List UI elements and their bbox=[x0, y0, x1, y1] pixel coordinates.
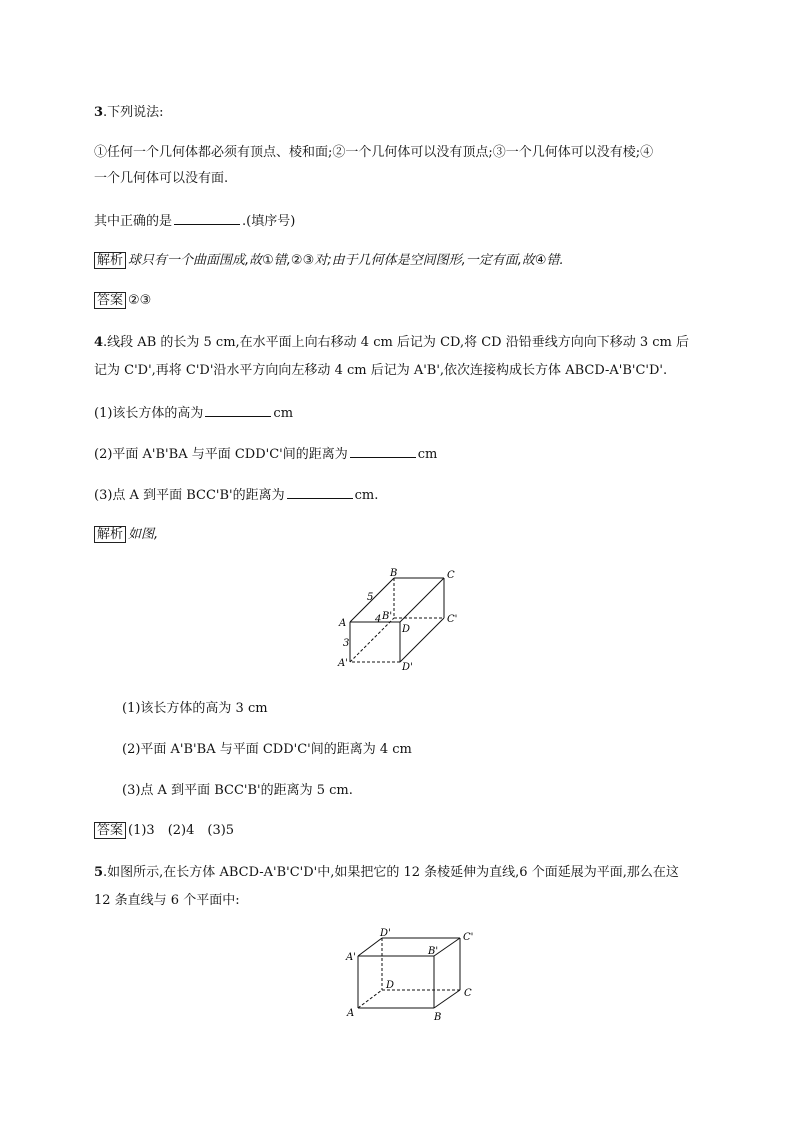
q3-analysis-tag: 解析 bbox=[94, 252, 126, 269]
edge-DC bbox=[400, 578, 444, 622]
label-D1: D' bbox=[380, 928, 391, 939]
q4-part2-after: cm bbox=[417, 447, 438, 462]
edge-A1B1-hidden bbox=[350, 618, 394, 662]
q4-cuboid-figure bbox=[330, 566, 470, 678]
label-C1: C' bbox=[447, 614, 458, 625]
label-B: B bbox=[434, 1012, 442, 1023]
q3-stem bbox=[94, 104, 164, 122]
q5-stem-line1 bbox=[94, 864, 679, 882]
label-D: D bbox=[402, 624, 411, 635]
q3-stem-text: .下列说法: bbox=[103, 105, 164, 120]
q4-solution-2: (2)平面 A'B'BA 与平面 CDD'C'间的距离为 4 cm bbox=[122, 742, 412, 757]
edge-AD-hidden bbox=[358, 990, 382, 1008]
q3-answer-tag: 答案 bbox=[94, 292, 126, 309]
q4-solution-3: (3)点 A 到平面 BCC'B'的距离为 5 cm. bbox=[122, 783, 353, 798]
label-B1: B' bbox=[382, 611, 393, 622]
q3-answer-blank bbox=[174, 212, 240, 225]
q3-answer-text: ②③ bbox=[128, 293, 152, 308]
q3-ask bbox=[94, 212, 295, 231]
q4-analysis bbox=[94, 526, 158, 544]
q4-part2 bbox=[94, 445, 437, 464]
q4-stem-text1: .线段 AB 的长为 5 cm,在水平面上向右移动 4 cm 后记为 CD,将 CD 沿铅垂线方向向下移动 3 cm 后 bbox=[103, 335, 690, 350]
q5-cuboid-figure bbox=[336, 926, 486, 1026]
q4-analysis-tag: 解析 bbox=[94, 526, 126, 543]
label-A: A bbox=[347, 1008, 355, 1019]
label-len4: 4 bbox=[375, 614, 382, 625]
q3-statement-line1: ①任何一个几何体都必须有顶点、棱和面;②一个几何体可以没有顶点;③一个几何体可以没有棱;④ bbox=[94, 145, 654, 160]
q3-analysis bbox=[94, 252, 564, 270]
q4-analysis-text: 如图, bbox=[128, 527, 159, 542]
label-C: C bbox=[447, 570, 455, 581]
q4-part3-blank bbox=[287, 486, 353, 499]
q4-answer-text: (1)3 (2)4 (3)5 bbox=[128, 823, 235, 838]
label-C1: C' bbox=[463, 932, 474, 943]
label-B1: B' bbox=[428, 946, 439, 957]
q4-part2-blank bbox=[350, 445, 416, 458]
q4-answer bbox=[94, 822, 234, 840]
label-D1: D' bbox=[402, 662, 413, 673]
q4-number: 4 bbox=[94, 335, 104, 350]
q3-number: 3 bbox=[94, 105, 104, 120]
q3-analysis-text: 球只有一个曲面围成,故①错,②③对;由于几何体是空间图形,一定有面,故④错. bbox=[128, 253, 564, 268]
q4-part2-before: (2)平面 A'B'BA 与平面 CDD'C'间的距离为 bbox=[94, 447, 348, 462]
q4-part1-after: cm bbox=[273, 406, 294, 421]
label-D: D bbox=[386, 980, 395, 991]
q4-part1-before: (1)该长方体的高为 bbox=[94, 406, 204, 421]
label-len5: 5 bbox=[367, 592, 374, 603]
label-len3: 3 bbox=[343, 638, 350, 649]
edge-BC bbox=[434, 990, 460, 1008]
label-A1: A' bbox=[338, 658, 348, 669]
q3-answer bbox=[94, 292, 151, 310]
q4-part1 bbox=[94, 404, 293, 423]
label-B: B bbox=[390, 568, 398, 579]
q4-part1-blank bbox=[205, 404, 271, 417]
q3-statement-line2: 一个几何体可以没有面. bbox=[94, 171, 229, 186]
q4-part3-before: (3)点 A 到平面 BCC'B'的距离为 bbox=[94, 488, 285, 503]
q4-part3 bbox=[94, 486, 378, 505]
q4-stem-line2: 记为 C'D',再将 C'D'沿水平方向向左移动 4 cm 后记为 A'B',依次连接构成长方体 ABCD-A'B'C'D'. bbox=[94, 363, 668, 378]
edge-A1D1 bbox=[358, 938, 382, 956]
label-A1: A' bbox=[346, 952, 356, 963]
q4-answer-tag: 答案 bbox=[94, 822, 126, 839]
q4-solution-1: (1)该长方体的高为 3 cm bbox=[122, 701, 268, 716]
q5-number: 5 bbox=[94, 865, 104, 880]
q5-stem-line2: 12 条直线与 6 个平面中: bbox=[94, 893, 240, 908]
q3-ask-before: 其中正确的是 bbox=[94, 214, 173, 229]
label-C: C bbox=[464, 988, 472, 999]
q4-stem-line1 bbox=[94, 334, 689, 352]
label-A: A bbox=[339, 618, 347, 629]
q4-part3-after: cm. bbox=[354, 488, 379, 503]
q3-ask-after: .(填序号) bbox=[242, 214, 296, 229]
q5-stem-text1: .如图所示,在长方体 ABCD-A'B'C'D'中,如果把它的 12 条棱延伸为直线,6 个面延展为平面,那么在这 bbox=[103, 865, 679, 880]
